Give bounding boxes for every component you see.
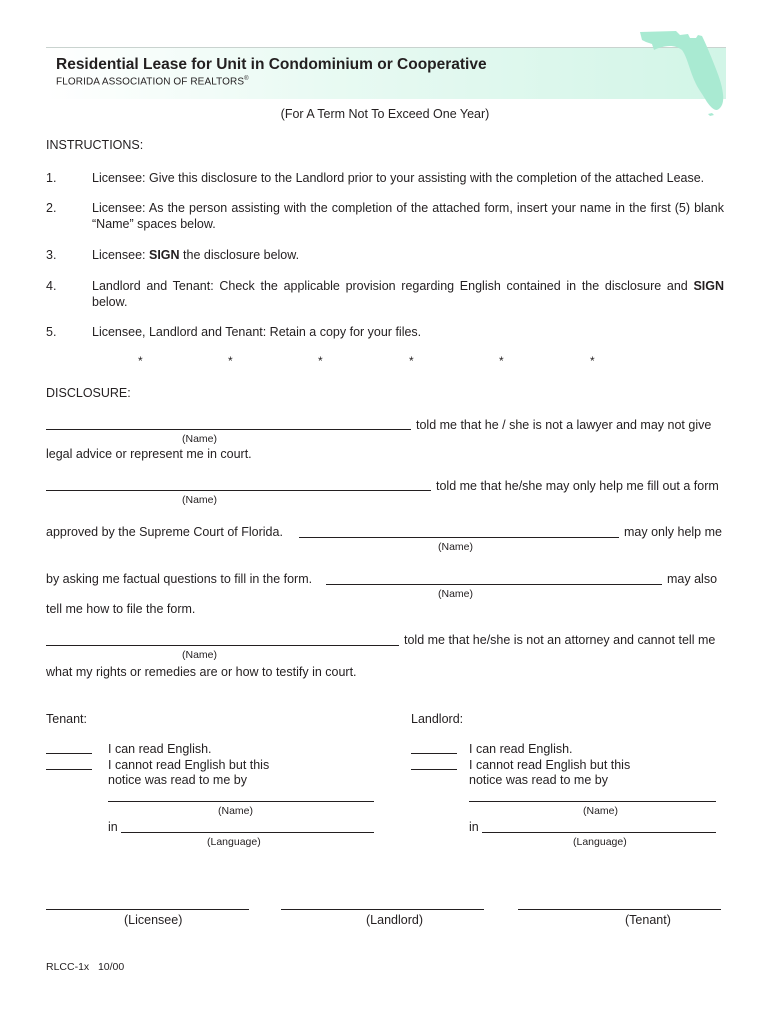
tenant-cannot-read-text: I cannot read English but this [108, 758, 270, 772]
separator-star: * [138, 354, 143, 368]
instruction-item [46, 200, 724, 232]
landlord-can-read-checkbox[interactable] [411, 753, 457, 754]
name-caption: (Name) [438, 588, 474, 600]
instruction-text-part: Licensee: As the person assisting with the completion of the attached form, insert your name in the first (5) blank “Name” spaces below. [92, 201, 724, 231]
separator-star: * [499, 354, 504, 368]
licensee-name-field-1[interactable] [46, 429, 411, 430]
instruction-emphasis: SIGN [693, 279, 724, 293]
instruction-text-part: below. [92, 295, 128, 309]
landlord-cannot-read-text-cont: notice was read to me by [469, 773, 608, 787]
instruction-text-part: Licensee: [92, 248, 149, 262]
organization-name-text: FLORIDA ASSOCIATION OF REALTORS [56, 76, 245, 88]
instruction-emphasis: SIGN [148, 248, 180, 262]
tenant-cannot-read-checkbox[interactable] [46, 769, 92, 770]
separator-star: * [318, 354, 323, 368]
instruction-number: 1. [46, 171, 57, 185]
florida-map-icon [636, 28, 728, 118]
separator-star: * [409, 354, 414, 368]
disclosure-statement-4: by asking me factual questions to fill in the form. [46, 572, 313, 586]
landlord-in-label: in [469, 820, 479, 834]
instruction-text [92, 170, 724, 186]
instruction-number: 2. [46, 201, 57, 215]
instruction-text-part: Landlord and Tenant: Check the applicable provision regarding English contained in the disclosure and [92, 279, 694, 293]
landlord-reader-name-field[interactable] [469, 801, 716, 802]
tenant-reader-name-field[interactable] [108, 801, 374, 802]
landlord-label: Landlord: [411, 712, 464, 726]
language-caption: (Language) [207, 836, 261, 848]
landlord-can-read-text: I can read English. [469, 742, 573, 756]
instruction-text-part: Licensee: Give this disclosure to the Landlord prior to your assisting with the completion of the attached Lease. [92, 171, 705, 185]
licensee-name-field-4[interactable] [326, 584, 662, 585]
disclosure-statement-3-after: may only help me [624, 525, 722, 539]
licensee-signature-line[interactable] [46, 909, 249, 910]
tenant-language-field[interactable] [121, 832, 374, 833]
licensee-name-field-5[interactable] [46, 645, 399, 646]
instruction-text-part: Licensee, Landlord and Tenant: Retain a copy for your files. [92, 325, 422, 339]
disclosure-statement-2: told me that he/she may only help me fill out a form [436, 479, 719, 493]
landlord-signature-line[interactable] [281, 909, 484, 910]
instruction-text [92, 247, 724, 263]
registered-mark: ® [244, 76, 249, 82]
licensee-name-field-2[interactable] [46, 490, 431, 491]
name-caption: (Name) [218, 805, 254, 817]
instruction-number: 3. [46, 248, 57, 262]
separator-star: * [228, 354, 233, 368]
disclosure-heading: DISCLOSURE: [46, 386, 131, 400]
tenant-in-label: in [108, 820, 118, 834]
organization-name [56, 76, 249, 87]
instructions-heading: INSTRUCTIONS: [46, 138, 144, 152]
instruction-text [92, 278, 724, 310]
disclosure-statement-4-cont: tell me how to file the form. [46, 602, 196, 616]
instruction-text-part: the disclosure below. [179, 248, 300, 262]
disclosure-statement-5-cont: what my rights or remedies are or how to testify in court. [46, 665, 357, 679]
tenant-can-read-text: I can read English. [108, 742, 212, 756]
instruction-item [46, 170, 724, 186]
language-caption: (Language) [573, 836, 627, 848]
tenant-cannot-read-text-cont: notice was read to me by [108, 773, 247, 787]
separator-star: * [590, 354, 595, 368]
disclosure-statement-1-cont: legal advice or represent me in court. [46, 447, 252, 461]
disclosure-statement-4-after: may also [667, 572, 718, 586]
landlord-cannot-read-checkbox[interactable] [411, 769, 457, 770]
landlord-cannot-read-text: I cannot read English but this [469, 758, 631, 772]
name-caption: (Name) [182, 494, 218, 506]
name-caption: (Name) [583, 805, 619, 817]
form-code: RLCC-1x [46, 961, 90, 973]
document-subtitle: (For A Term Not To Exceed One Year) [280, 107, 490, 121]
form-footer [46, 961, 124, 973]
instruction-text [92, 200, 724, 232]
tenant-signature-caption: (Tenant) [625, 913, 671, 927]
name-caption: (Name) [182, 649, 218, 661]
tenant-can-read-checkbox[interactable] [46, 753, 92, 754]
document-title: Residential Lease for Unit in Condominium or Cooperative [56, 56, 487, 73]
name-caption: (Name) [438, 541, 474, 553]
instruction-item [46, 247, 724, 263]
landlord-language-field[interactable] [482, 832, 716, 833]
form-revision: 10/00 [97, 961, 125, 973]
landlord-signature-caption: (Landlord) [366, 913, 423, 927]
instruction-item [46, 324, 724, 340]
licensee-signature-caption: (Licensee) [124, 913, 183, 927]
licensee-name-field-3[interactable] [299, 537, 619, 538]
instruction-number: 4. [46, 279, 57, 293]
instruction-number: 5. [46, 325, 57, 339]
disclosure-statement-3: approved by the Supreme Court of Florida. [46, 525, 283, 539]
instruction-text [92, 324, 724, 340]
instruction-item [46, 278, 724, 310]
disclosure-statement-1: told me that he / she is not a lawyer and may not give [416, 418, 712, 432]
tenant-label: Tenant: [46, 712, 88, 726]
tenant-signature-line[interactable] [518, 909, 721, 910]
name-caption: (Name) [182, 433, 218, 445]
disclosure-statement-5: told me that he/she is not an attorney and cannot tell me [404, 633, 716, 647]
